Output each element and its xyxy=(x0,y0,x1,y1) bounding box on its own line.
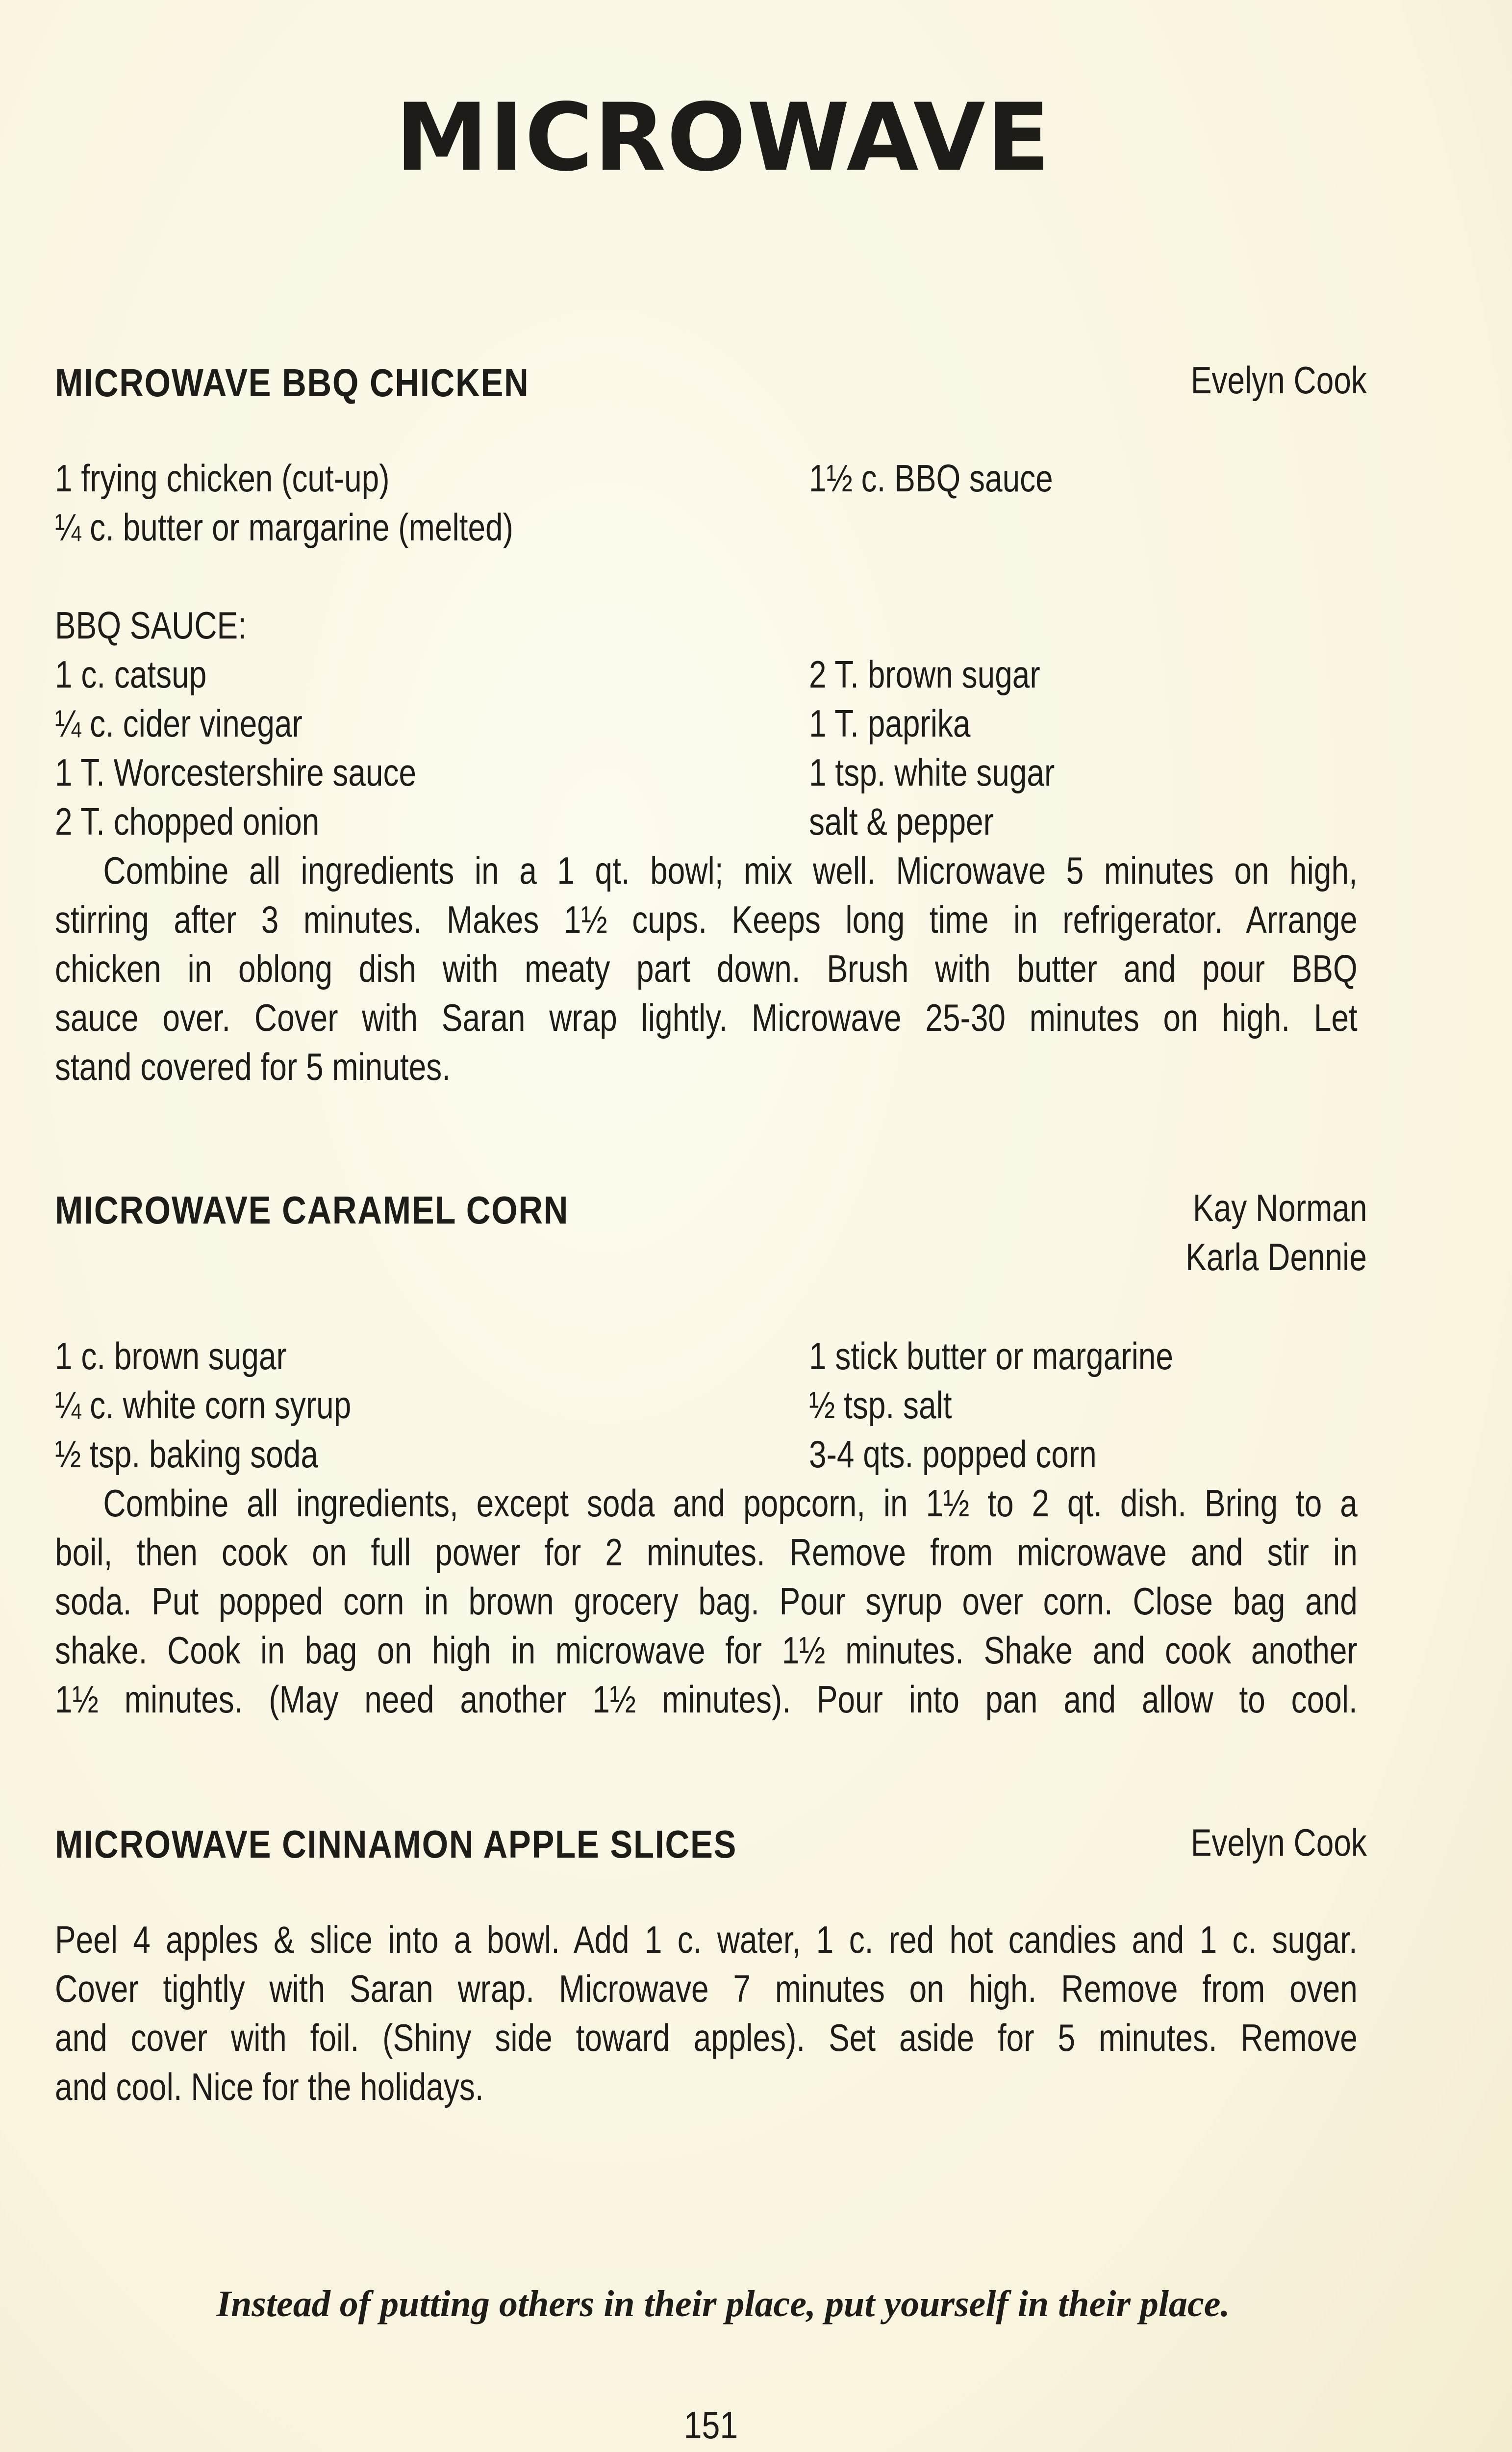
directions-line: shake. Cook in bag on high in microwave for 1½ minutes. Shake and cook another xyxy=(55,1629,1358,1672)
recipe-author: Kay Norman xyxy=(1192,1186,1367,1229)
page-title: MICROWAVE xyxy=(395,83,1051,192)
directions-line: soda. Put popped corn in brown grocery bag. Pour syrup over corn. Close bag and xyxy=(55,1580,1358,1623)
recipe-directions xyxy=(55,1915,1358,2111)
directions-line: Combine all ingredients in a 1 qt. bowl; mix well. Microwave 5 minutes on high, xyxy=(103,849,1358,892)
ingredient-line: 1 T. Worcestershire sauce xyxy=(55,751,417,794)
ingredient-line: 1 c. brown sugar xyxy=(55,1334,287,1378)
ingredient-line: ½ tsp. baking soda xyxy=(55,1432,318,1476)
recipe-directions xyxy=(55,1479,1358,1724)
ingredient-line: 1 tsp. white sugar xyxy=(809,751,1055,794)
recipe-title-bbq-chicken: MICROWAVE BBQ CHICKEN xyxy=(55,361,529,405)
directions-line: Cover tightly with Saran wrap. Microwave 7 minutes on high. Remove from oven xyxy=(55,1967,1358,2010)
directions-line: Combine all ingredients, except soda and popcorn, in 1½ to 2 qt. dish. Bring to a xyxy=(103,1481,1358,1525)
directions-line: 1½ minutes. (May need another 1½ minutes). Pour into pan and allow to cool. xyxy=(55,1678,1358,1721)
directions-line: stirring after 3 minutes. Makes 1½ cups. Keeps long time in refrigerator. Arrange xyxy=(55,898,1358,941)
directions-line: and cool. Nice for the holidays. xyxy=(55,2065,484,2108)
ingredient-line: 3-4 qts. popped corn xyxy=(809,1432,1097,1476)
ingredient-line: 1 stick butter or margarine xyxy=(809,1334,1173,1378)
directions-line: chicken in oblong dish with meaty part down. Brush with butter and pour BBQ xyxy=(55,947,1358,990)
ingredient-line: 1½ c. BBQ sauce xyxy=(809,457,1053,500)
recipe-author: Evelyn Cook xyxy=(1190,1821,1367,1864)
ingredient-line: 2 T. chopped onion xyxy=(55,800,320,843)
recipe-author: Evelyn Cook xyxy=(1190,358,1367,402)
ingredient-line: ½ tsp. salt xyxy=(809,1383,952,1427)
ingredient-line: 1 c. catsup xyxy=(55,653,207,696)
recipe-directions xyxy=(55,846,1358,1091)
ingredient-line: 2 T. brown sugar xyxy=(809,653,1040,696)
directions-line: and cover with foil. (Shiny side toward apples). Set aside for 5 minutes. Remove xyxy=(55,2016,1358,2059)
recipe-title-cinnamon-apple-slices: MICROWAVE CINNAMON APPLE SLICES xyxy=(55,1822,737,1866)
ingredient-line: 1 frying chicken (cut-up) xyxy=(55,457,390,500)
recipe-author: Karla Dennie xyxy=(1185,1235,1367,1278)
page-number: 151 xyxy=(683,2403,738,2447)
ingredient-line: ¼ c. butter or margarine (melted) xyxy=(55,506,513,549)
ingredient-line: ¼ c. cider vinegar xyxy=(55,702,302,745)
directions-line: boil, then cook on full power for 2 minutes. Remove from microwave and stir in xyxy=(55,1531,1358,1574)
ingredient-line: salt & pepper xyxy=(809,800,994,843)
recipe-title-caramel-corn: MICROWAVE CARAMEL CORN xyxy=(55,1188,569,1232)
sub-heading: BBQ SAUCE: xyxy=(55,604,247,647)
directions-line: sauce over. Cover with Saran wrap lightly. Microwave 25-30 minutes on high. Let xyxy=(55,996,1358,1039)
footer-quote: Instead of putting others in their place, put yourself in their place. xyxy=(216,2283,1230,2324)
directions-line: Peel 4 apples & slice into a bowl. Add 1 c. water, 1 c. red hot candies and 1 c. sugar. xyxy=(55,1918,1358,1961)
ingredient-line: ¼ c. white corn syrup xyxy=(55,1383,352,1427)
directions-line: stand covered for 5 minutes. xyxy=(55,1045,451,1088)
ingredient-line: 1 T. paprika xyxy=(809,702,971,745)
